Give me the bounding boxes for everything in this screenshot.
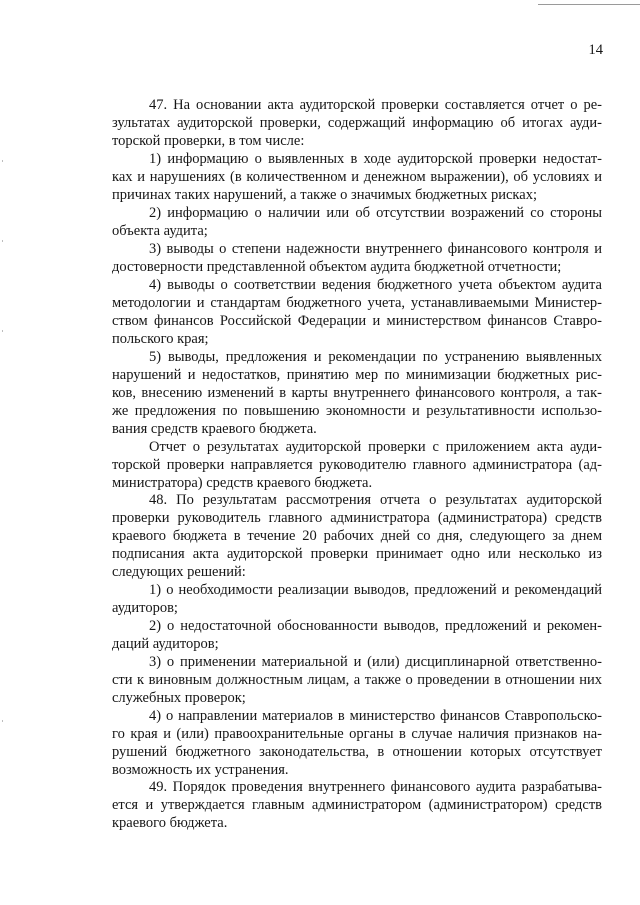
top-edge-rule [538,4,640,5]
paragraph-47 [112,96,602,492]
text-line: сти к виновным должностным лицам, а также о проведении в отношении них [112,672,602,688]
text-line: даций аудиторов; [112,636,219,652]
text-line: торской проверки, в том числе: [112,133,305,149]
text-line: причинах таких нарушений, а также о значимых бюджетных рисках; [112,187,537,203]
paragraph-49 [112,778,602,832]
text-line: 4) о направлении материалов в министерство финансов Ставропольско- [149,708,602,724]
text-line: министратора) средств краевого бюджета. [112,475,373,491]
text-line: го края и (или) правоохранительные органы в случае наличия признаков на- [112,726,602,742]
text-line: ках и нарушениях (в количественном и денежном выражении), об условиях и [112,169,602,185]
text-line: 2) о недостаточной обоснованности выводов, предложений и рекомен- [149,618,602,634]
text-line: вания средств краевого бюджета. [112,421,317,437]
text-line: следующих решений: [112,564,246,580]
scan-speckle [2,240,3,242]
text-line: 3) выводы о степени надежности внутреннего финансового контроля и [149,241,602,257]
scan-speckle [2,720,3,722]
text-line: ков, внесению изменений в карты внутреннего финансового контроля, а так- [112,385,602,401]
text-line: 47. На основании акта аудиторской проверки составляется отчет о ре- [149,97,602,113]
text-line: 1) о необходимости реализации выводов, предложений и рекомендаций [149,582,602,598]
text-line: Отчет о результатах аудиторской проверки с приложением акта ауди- [149,439,602,455]
text-line: нарушений и недостатков, принятию мер по минимизации бюджетных рис- [112,367,602,383]
scan-speckle [2,330,3,332]
text-line: ством финансов Российской Федерации и министерством финансов Ставро- [112,313,602,329]
text-line: 49. Порядок проведения внутреннего финансового аудита разрабатыва- [149,779,602,795]
text-line: возможность их устранения. [112,762,289,778]
text-line: 4) выводы о соответствии ведения бюджетного учета объектом аудита [149,277,602,293]
text-line: рушений бюджетного законодательства, в отношении которых отсутствует [112,744,602,760]
text-line: служебных проверок; [112,690,246,706]
text-line: методологии и стандартам бюджетного учета, устанавливаемыми Министер- [112,295,602,311]
text-line: краевого бюджета в течение 20 рабочих дней со дня, следующего за днем [112,528,602,544]
text-line: 2) информацию о наличии или об отсутствии возражений со стороны [149,205,602,221]
text-line: зультатах аудиторской проверки, содержащий информацию об итогах ауди- [112,115,602,131]
text-line: проверки руководитель главного администратора (администратора) средств [112,510,602,526]
text-line: 5) выводы, предложения и рекомендации по устранению выявленных [149,349,602,365]
paragraph-48 [112,491,602,779]
text-line: аудиторов; [112,600,178,616]
text-line: же предложения по повышению экономности и результативности использо- [112,403,602,419]
text-line: торской проверки направляется руководителю главного администратора (ад- [112,457,602,473]
text-line: объекта аудита; [112,223,208,239]
text-line: ется и утверждается главным администратором (администратором) средств [112,797,602,813]
text-line: достоверности представленной объектом аудита бюджетной отчетности; [112,259,562,275]
text-line: 48. По результатам рассмотрения отчета о результатах аудиторской [149,492,602,508]
text-line: подписания акта аудиторской проверки принимает одно или несколько из [112,546,602,562]
text-line: 3) о применении материальной и (или) дисциплинарной ответственно- [149,654,602,670]
page-number: 14 [588,42,603,58]
text-line: краевого бюджета. [112,815,228,831]
text-line: 1) информацию о выявленных в ходе аудиторской проверки недостат- [149,151,602,167]
scan-speckle [2,160,3,162]
text-line: польского края; [112,331,209,347]
